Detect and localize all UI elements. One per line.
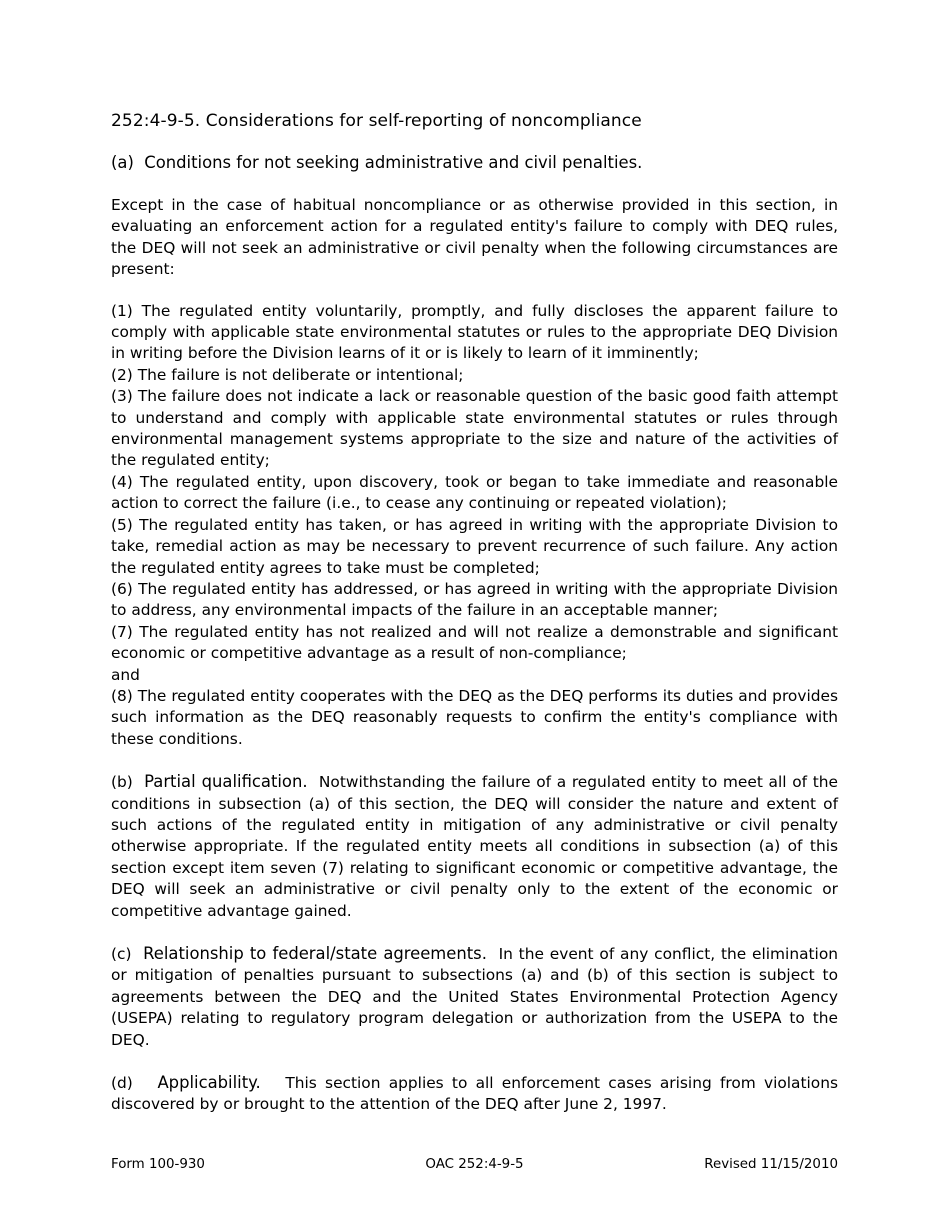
subsection-a-heading — [111, 150, 838, 176]
footer-citation: OAC 252:4-9-5 — [425, 1157, 524, 1172]
conditions-list — [111, 301, 838, 751]
subsection-c — [111, 943, 838, 1051]
footer-form-number: Form 100-930 — [111, 1157, 205, 1172]
condition-item-1: (1) The regulated entity voluntarily, promptly, and fully discloses the apparent failure to comply with applicable state environmental statutes or rules to the appropriate DEQ Division in writing before the Division learns of it or is likely to learn of it imminently; — [111, 301, 838, 363]
condition-item-8: (8) The regulated entity cooperates with the DEQ as the DEQ performs its duties and provides such information as the DEQ reasonably requests to confirm the entity's compliance with these conditions. — [111, 686, 838, 748]
subsection-a-title: Conditions for not seeking administrative and civil penalties. — [144, 153, 643, 172]
subsection-c-title: Relationship to federal/state agreements. — [143, 944, 487, 963]
subsection-d-label: (d) — [111, 1074, 133, 1093]
subsection-d-title: Applicability. — [157, 1073, 261, 1093]
subsection-a-intro: Except in the case of habitual noncompliance or as otherwise provided in this section, in evaluating an enforcement action for a regulated entity's failure to comply with DEQ rules, the DEQ will not seek an administrative or civil penalty when the following circumstances are present: — [111, 196, 838, 279]
subsection-a-label: (a) — [111, 153, 134, 172]
subsection-b-text: Notwithstanding the failure of a regulated entity to meet all of the conditions in subsection (a) of this section, the DEQ will consider the nature and extent of such actions of the regulated entity in mitigation of any administrative or civil penalty otherwise appropriate. If the regulated entity meets all conditions in subsection (a) of this section except item seven (7) relating to significant economic or competitive advantage, the DEQ will seek an administrative or civil penalty only to the extent of the economic or competitive advantage gained. — [111, 773, 838, 920]
subsection-c-label: (c) — [111, 945, 132, 963]
condition-item-7: (7) The regulated entity has not realized and will not realize a demonstrable and significant economic or competitive advantage as a result of non-compliance; — [111, 622, 838, 663]
footer-revised-date: Revised 11/15/2010 — [704, 1157, 838, 1172]
condition-item-2: (2) The failure is not deliberate or intentional; — [111, 365, 464, 384]
document-page — [111, 108, 838, 1116]
subsection-b-title: Partial qualification. — [144, 772, 308, 792]
subsection-c-text: In the event of any conflict, the elimination or mitigation of penalties pursuant to subsections (a) and (b) of this section is subject to agreements between the DEQ and the United States Environmental Protection Agency (USEPA) relating to regulatory program delegation or authorization from the USEPA to the DEQ. — [111, 945, 838, 1049]
condition-item-3: (3) The failure does not indicate a lack or reasonable question of the basic good faith attempt to understand and comply with applicable state environmental statutes or rules through environmental management systems appropriate to the size and nature of the activities of the regulated entity; — [111, 387, 838, 470]
subsection-b-label: (b) — [111, 773, 133, 792]
page-title: 252:4-9-5. Considerations for self-reporting of noncompliance — [111, 111, 642, 131]
condition-conjunction: and — [111, 665, 140, 684]
condition-item-4: (4) The regulated entity, upon discovery, took or began to take immediate and reasonable action to correct the failure (i.e., to cease any continuing or repeated violation); — [111, 472, 838, 513]
condition-item-6: (6) The regulated entity has addressed, or has agreed in writing with the appropriate Division to address, any environmental impacts of the failure in an acceptable manner; — [111, 579, 838, 620]
condition-item-5: (5) The regulated entity has taken, or has agreed in writing with the appropriate Division to take, remedial action as may be necessary to prevent recurrence of such failure. Any action the regulated entity agrees to take must be completed; — [111, 515, 838, 577]
page-footer — [111, 1156, 838, 1174]
subsection-d-text: This section applies to all enforcement cases arising from violations discovered by or brought to the attention of the DEQ after June 2, 1997. — [111, 1074, 838, 1114]
subsection-d — [111, 1072, 838, 1116]
subsection-b — [111, 771, 838, 922]
